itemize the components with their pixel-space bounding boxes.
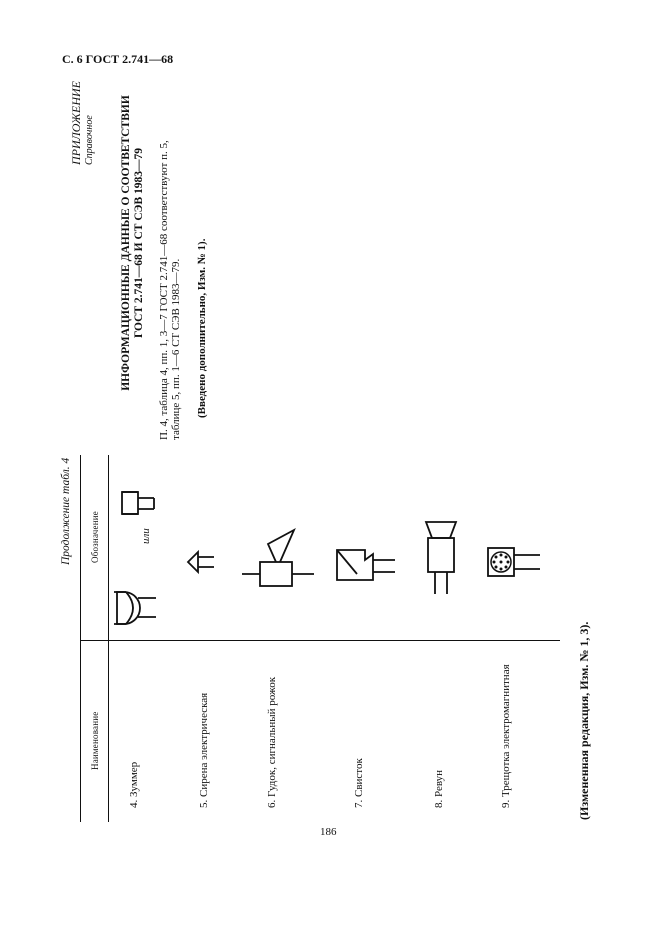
table-row-label: 6. Гудок, сигнальный рожок [266,676,278,808]
table-continuation: Продолжение табл. 4 [60,457,72,565]
table-row-label: 8. Ревун [433,769,445,808]
column-header-symbol: Обозначение [90,511,100,563]
info-body-line2: таблице 5, пп. 1—6 СТ СЭВ 1983—79. [170,258,182,440]
buzzer-icon [120,488,160,522]
horn-icon [240,528,316,590]
table-row-label: 4. Зуммер [128,761,140,808]
howler-icon [424,520,458,596]
page-header: С. 6 ГОСТ 2.741—68 [62,52,174,66]
table-row-label: 9. Трещотка электромагнитная [500,664,512,808]
table-top-border [80,455,81,822]
table-column-divider [80,640,560,641]
rattle-icon [486,546,544,578]
appendix-label [70,81,96,165]
info-title-line1: ИНФОРМАЦИОННЫЕ ДАННЫЕ О СООТВЕТСТВИИ [120,95,132,391]
or-text: или [140,528,152,544]
table-header-divider [108,455,109,822]
table-row-label: 7. Свисток [353,758,365,808]
info-body-line3: (Введено дополнительно, Изм. № 1). [196,238,208,418]
appendix-title: ПРИЛОЖЕНИЕ [69,81,83,165]
buzzer-icon [112,590,162,630]
siren-icon [186,548,218,576]
whistle-icon [335,548,399,582]
page-number: 186 [320,826,337,838]
column-header-name: Наименование [90,711,100,770]
table-row-label: 5. Сирена электрическая [198,692,210,808]
amendment-note: (Измененная редакция, Изм. № 1, 3). [577,621,591,820]
info-body-line1: П. 4, таблица 4, пп. 1, 3—7 ГОСТ 2.741—68 соответствуют п. 5, [158,140,170,440]
info-title-line2: ГОСТ 2.741—68 И СТ СЭВ 1983—79 [133,147,145,339]
appendix-subtitle: Справочное [84,115,95,165]
